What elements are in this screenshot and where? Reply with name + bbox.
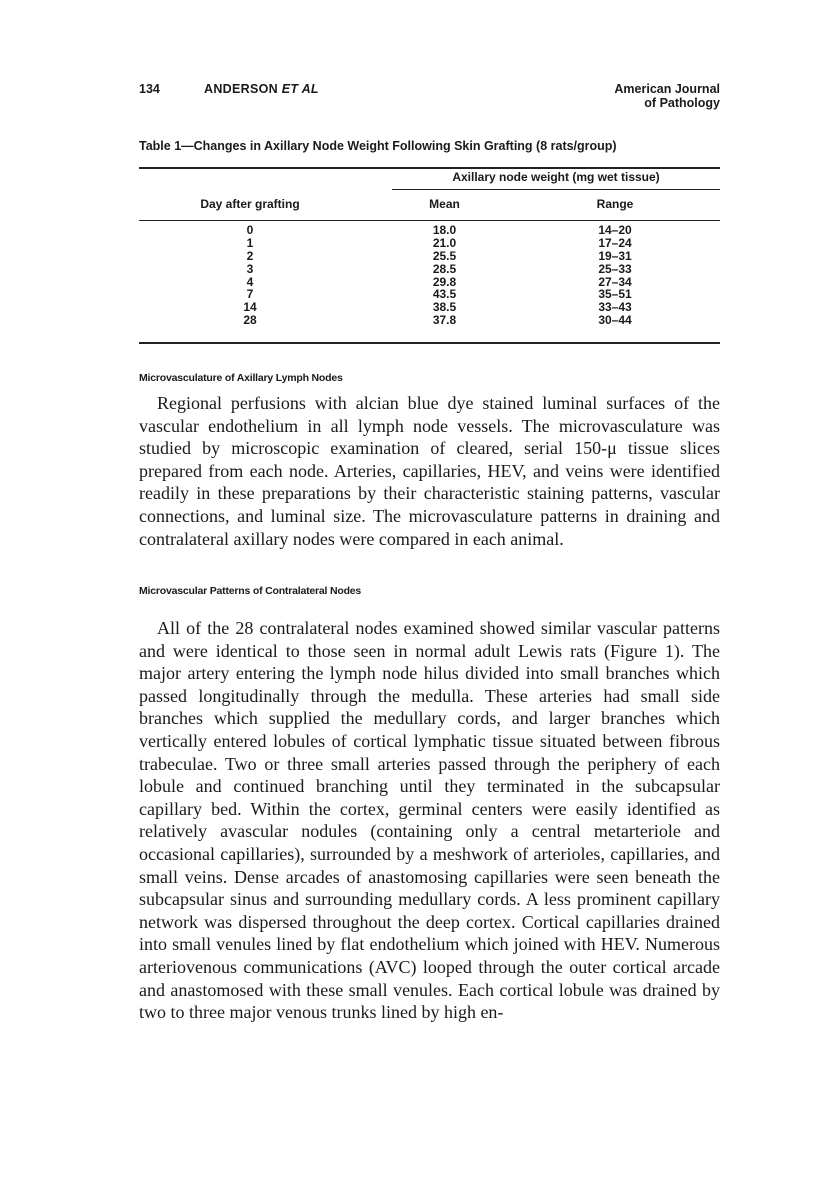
cell-range: 35–51 xyxy=(598,287,632,302)
journal-name-line2: of Pathology xyxy=(644,96,720,110)
cell-day: 7 xyxy=(246,287,254,302)
cell-range: 27–34 xyxy=(598,274,632,289)
cell-mean: 25.5 xyxy=(432,248,457,263)
cell-mean: 28.5 xyxy=(432,261,457,276)
cell-range: 30–44 xyxy=(598,313,632,328)
table-header-rule xyxy=(139,220,720,221)
table-row xyxy=(139,276,720,289)
table-span-rule xyxy=(392,189,720,190)
cell-range: 17–24 xyxy=(598,235,632,250)
table-caption: Table 1—Changes in Axillary Node Weight Following Skin Grafting (8 rats/group) xyxy=(139,139,617,153)
journal-name xyxy=(614,82,720,110)
section-heading: Microvascular Patterns of Contralateral Nodes xyxy=(139,585,362,597)
body-paragraph: All of the 28 contralateral nodes examined showed similar vascular patterns and were identical to those seen in normal adult Lewis rats (Figure 1). The major artery entering the lymph node hilus divided into small branches which passed longitudinally through the medulla. These arteries had small side branches which supplied the medullary cords, and larger branches which vertically entered lobules of cortical lymphatic tissue situated between fibrous trabeculae. Two or three small arteries passed through the periphery of each lobule and continued branching until they terminated in the subcapsular capillary bed. Within the cortex, germinal centers were easily identified as relatively avascular nodules (containing only a central metarteriole and occasional capillaries), surrounded by a meshwork of arterioles, capillaries, and small veins. Dense arcades of anastomosing capillaries were seen beneath the subcapsular sinus and surrounding medullary cords. A less prominent capillary network was dispersed throughout the deep cortex. Cortical capillaries drained into small venules lined by flat endothelium which joined with HEV. Numerous arteriovenous communications (AVC) looped through the outer cortical arcade and anastomosed with these small venules. Each cortical lobule was drained by two to three major venous trunks lined by high en- xyxy=(139,618,720,1023)
table-group-header: Axillary node weight (mg wet tissue) xyxy=(452,170,660,184)
table-row xyxy=(139,288,720,301)
cell-range: 19–31 xyxy=(598,248,632,263)
table-body xyxy=(139,224,720,327)
cell-day: 14 xyxy=(243,300,257,315)
cell-mean: 29.8 xyxy=(432,274,457,289)
cell-day: 4 xyxy=(246,274,254,289)
table-row xyxy=(139,224,720,237)
table-row xyxy=(139,250,720,263)
table-row xyxy=(139,263,720,276)
cell-day: 1 xyxy=(246,235,254,250)
running-head-authors xyxy=(204,82,319,96)
cell-range: 33–43 xyxy=(598,300,632,315)
cell-mean: 43.5 xyxy=(432,287,457,302)
table-header-mean: Mean xyxy=(429,197,460,211)
cell-day: 28 xyxy=(243,313,257,328)
table-top-rule xyxy=(139,167,720,169)
cell-day: 0 xyxy=(246,223,254,237)
table-row xyxy=(139,237,720,250)
journal-name-line1: American Journal xyxy=(614,82,720,96)
cell-day: 3 xyxy=(246,261,254,276)
cell-mean: 37.8 xyxy=(432,313,457,328)
table-header-range: Range xyxy=(596,197,634,211)
section-heading: Microvasculature of Axillary Lymph Nodes xyxy=(139,372,343,384)
author-et-al: ET AL xyxy=(281,82,319,96)
table-header-day: Day after grafting xyxy=(200,197,300,211)
table-bottom-rule xyxy=(139,342,720,344)
author-name: ANDERSON xyxy=(204,82,282,96)
cell-day: 2 xyxy=(246,248,254,263)
cell-mean: 21.0 xyxy=(432,235,457,250)
cell-range: 14–20 xyxy=(598,223,632,237)
page-number: 134 xyxy=(139,82,160,96)
table-row xyxy=(139,301,720,314)
table-row xyxy=(139,314,720,327)
body-paragraph: Regional perfusions with alcian blue dye stained luminal surfaces of the vascular endothelium in all lymph node vessels. The microvasculature was studied by microscopic examination of cleared, serial 150-μ tissue slices prepared from each node. Arteries, capillaries, HEV, and veins were identified readily in these preparations by their characteristic staining patterns, vascular connections, and luminal size. The microvasculature patterns in draining and contralateral axillary nodes were compared in each animal. xyxy=(139,393,720,549)
cell-mean: 38.5 xyxy=(432,300,457,315)
cell-mean: 18.0 xyxy=(432,223,457,237)
cell-range: 25–33 xyxy=(598,261,632,276)
